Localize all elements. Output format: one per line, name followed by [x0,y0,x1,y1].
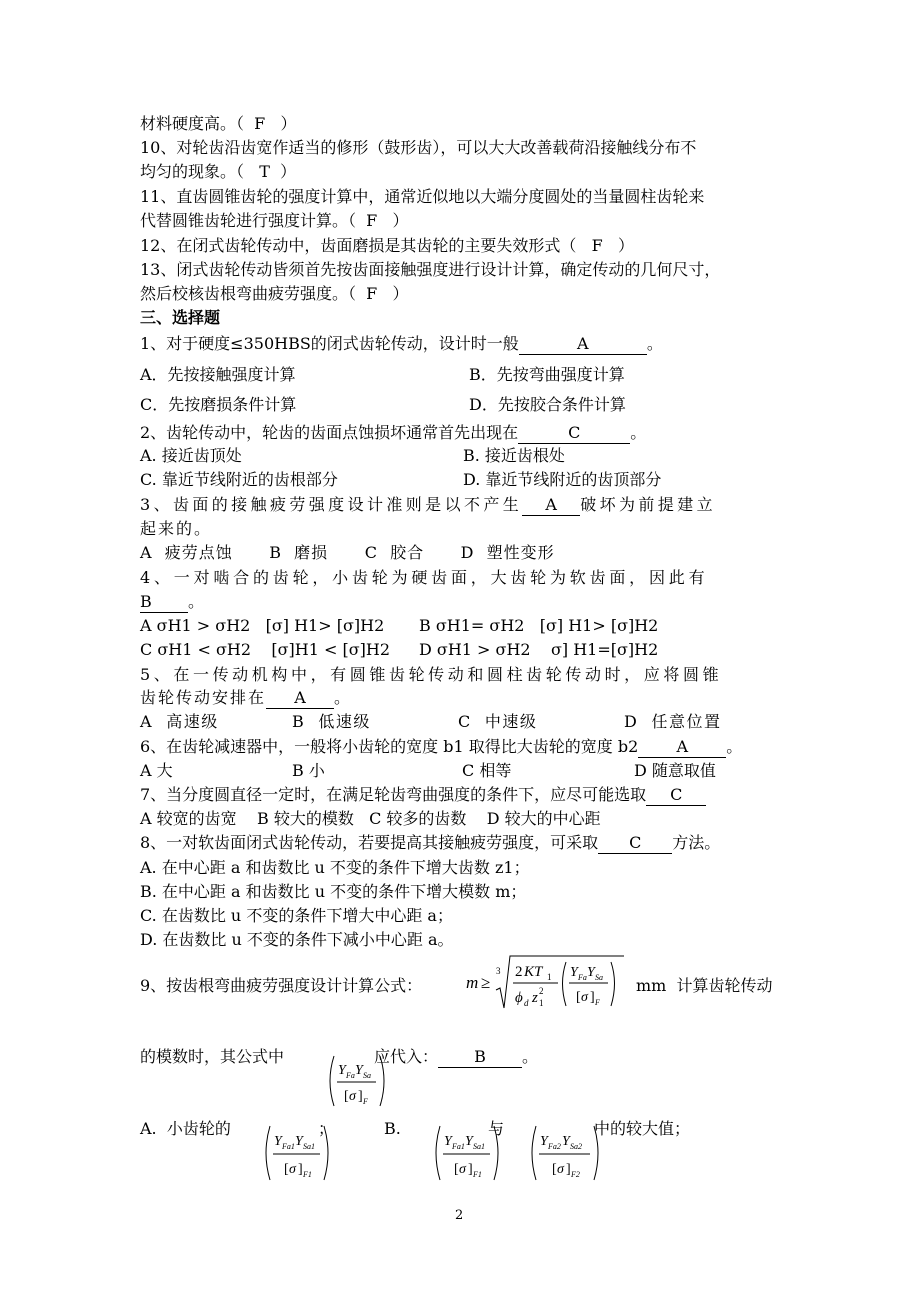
svg-text:Y: Y [562,1134,571,1149]
q9-formula [466,952,626,1014]
svg-text:F: F [363,1097,369,1106]
text-line: 13、闭式齿轮传动皆须首先按齿面接触强度进行设计计算，确定传动的几何尺寸， [140,260,721,279]
q2-option-d: D. 靠近节线附近的齿顶部分 [463,470,662,489]
svg-text:Sa: Sa [595,973,603,982]
svg-text:Sa1: Sa1 [473,1142,486,1151]
svg-text:Fa1: Fa1 [452,1142,466,1151]
q8-end: 方法。 [672,833,721,852]
q5-stem-cont: 齿轮传动安排在 [140,688,267,707]
q5-option-a: A 高速级 [140,712,219,731]
svg-text:3: 3 [496,966,501,976]
text-line: 12、在闭式齿轮传动中，齿面磨损是其齿轮的主要失效形式（ F ） [140,236,634,255]
question-6 [140,735,742,759]
svg-text:ϕ: ϕ [515,990,523,1006]
q1-answer-blank: A [519,334,647,355]
q6-option-c: C 相等 [462,761,512,780]
svg-text:σ: σ [459,1162,467,1177]
q3-answer-blank: A [522,495,580,516]
svg-text:F2: F2 [571,1170,581,1179]
svg-text:]: ] [590,990,595,1005]
svg-text:]: ] [358,1089,364,1104]
text-line: 10、对轮齿沿齿宽作适当的修形（鼓形齿），可以大大改善载荷沿接触线分布不 [140,138,697,157]
question-2 [140,421,646,445]
svg-text:[: [ [344,1089,350,1104]
svg-text:≥: ≥ [481,973,491,992]
q9-unit: mm 计算齿轮传动 [636,976,773,995]
q2-end: 。 [630,423,647,442]
q3-end: 破坏为前提建立 [580,495,716,514]
svg-text:Fa2: Fa2 [548,1142,562,1151]
svg-text:F1: F1 [473,1170,483,1179]
svg-text:Sa2: Sa2 [570,1142,583,1151]
q9-stem: 9、按齿根弯曲疲劳强度设计计算公式： [140,976,423,995]
svg-text:Fa: Fa [346,1071,356,1080]
svg-text:σ: σ [349,1089,357,1104]
svg-text:Y: Y [355,1063,364,1078]
q1-end: 。 [646,334,663,353]
question-3 [140,493,716,517]
svg-text:Y: Y [295,1134,304,1149]
svg-text:2: 2 [515,964,523,980]
svg-text:Fa1: Fa1 [282,1142,296,1151]
svg-text:[: [ [576,990,581,1005]
q4-option-c: C σH1 < σH2 [σ]H1 < [σ]H2 [140,640,391,659]
svg-text:Sa: Sa [363,1071,372,1080]
svg-text:σ: σ [289,1162,297,1177]
q9-option-b: B. [384,1119,401,1138]
q7-stem: 7、当分度圆直径一定时，在满足轮齿弯曲强度的条件下，应尽可能选取 [140,785,647,804]
q7-answer-blank: C [646,785,706,806]
svg-text:]: ] [468,1162,474,1177]
svg-text:Y: Y [570,965,578,980]
q1-option-c: C．先按磨损条件计算 [140,395,297,414]
q1-option-d: D．先按胶合条件计算 [469,395,626,414]
q9-option-b-mid: 与 [488,1119,505,1138]
svg-text:Sa1: Sa1 [303,1142,316,1151]
svg-text:z: z [532,990,538,1006]
q9-answer-blank: B [438,1047,522,1068]
q4-option-b: B σH1= σH2 [σ] H1> [σ]H2 [419,616,659,635]
svg-text:Y: Y [465,1134,474,1149]
text-line: 代替圆锥齿轮进行强度计算。（ F ） [140,211,409,230]
q3-stem: 3、齿面的接触疲劳强度设计准则是以不产生 [140,495,523,514]
svg-text:m: m [466,973,479,992]
q9-formula-graphic [466,952,626,1016]
question-8 [140,831,720,855]
q5-answer-blank: A [266,688,334,709]
q9-option-a-end: ； [318,1119,335,1138]
q9-end: 。 [522,1047,539,1066]
q6-option-b: B 小 [292,761,325,780]
q1-option-b: B．先按弯曲强度计算 [469,365,625,384]
q6-option-d: D 随意取值 [634,761,716,780]
q5-option-d: D 任意位置 [624,712,722,731]
question-1 [140,332,663,356]
q4-end: 。 [188,592,205,611]
q2-option-b: B. 接近齿根处 [463,446,565,465]
text-line: 11、直齿圆锥齿轮的强度计算中，通常近似地以大端分度圆处的当量圆柱齿轮来 [140,187,705,206]
q9-stem-cont2: 应代入： [374,1047,439,1066]
question-7 [140,783,706,807]
svg-text:Y: Y [587,965,595,980]
svg-text:Y: Y [274,1134,283,1149]
q5-end: 。 [334,688,353,707]
q8-stem: 8、一对软齿面闭式齿轮传动，若要提高其接触疲劳强度，可采取 [140,833,599,852]
svg-text:1: 1 [547,972,552,982]
q5-option-c: C 中速级 [458,712,538,731]
q7-options: A 较宽的齿宽 B 较大的模数 C 较多的齿数 D 较大的中心距 [140,809,601,828]
q8-option-c: C. 在齿数比 u 不变的条件下增大中心距 a； [140,906,453,925]
svg-text:[: [ [552,1162,558,1177]
svg-text:F1: F1 [303,1170,313,1179]
svg-text:[: [ [454,1162,460,1177]
page-number: 2 [455,1208,464,1223]
svg-text:KT: KT [524,964,543,980]
svg-text:Y: Y [444,1134,453,1149]
q8-option-b: B. 在中心距 a 和齿数比 u 不变的条件下增大模数 m； [140,882,527,901]
q3-options: A 疲劳点蚀 B 磨损 C 胶合 D 塑性变形 [140,543,555,562]
q1-option-a: A．先按接触强度计算 [140,365,296,384]
q6-stem: 6、在齿轮减速器中，一般将小齿轮的宽度 b1 取得比大齿轮的宽度 b2 [140,737,639,756]
q2-answer-blank: C [518,423,630,444]
text-line: 均匀的现象。（ T ） [140,162,297,181]
q9-option-b-end: 中的较大值； [594,1119,691,1138]
svg-text:1: 1 [539,998,544,1008]
q6-end: 。 [726,737,743,756]
q8-option-d: D. 在齿数比 u 不变的条件下减小中心距 a。 [140,930,454,949]
text-line: 材料硬度高。（ F ） [140,114,297,133]
q4-option-a: A σH1 > σH2 [σ] H1> [σ]H2 [140,616,385,635]
q8-option-a: A. 在中心距 a 和齿数比 u 不变的条件下增大齿数 z1； [140,858,530,877]
q2-stem: 2、齿轮传动中，轮齿的齿面点蚀损坏通常首先出现在 [140,423,519,442]
svg-text:[: [ [284,1162,290,1177]
q1-stem: 1、对于硬度≤350HBS的闭式齿轮传动，设计时一般 [140,334,519,353]
question-5 [140,686,352,710]
q6-answer-blank: A [638,737,726,758]
q4-stem: 4、一对啮合的齿轮，小齿轮为硬齿面，大齿轮为软齿面，因此有 [140,568,709,587]
q4-option-d: D σH1 > σH2 σ] H1=[σ]H2 [419,640,659,659]
svg-text:Y: Y [338,1063,347,1078]
q5-stem: 5、在一传动机构中，有圆锥齿轮传动和圆柱齿轮传动时，应将圆锥 [140,665,723,684]
text-line: 然后校核齿根弯曲疲劳强度。（ F ） [140,284,409,303]
q9-stem-cont: 的模数时，其公式中 [140,1047,285,1066]
q6-option-a: A 大 [140,761,173,780]
q5-option-b: B 低速级 [292,712,371,731]
q2-option-c: C. 靠近节线附近的齿根部分 [140,470,338,489]
svg-text:Fa: Fa [578,973,587,982]
svg-text:d: d [524,998,529,1008]
q9-option-a: A. 小齿轮的 [140,1119,231,1138]
q3-stem-cont: 起来的。 [140,519,213,538]
svg-text:F: F [595,998,600,1007]
section-heading: 三、选择题 [140,308,221,327]
q2-option-a: A. 接近齿顶处 [140,446,242,465]
svg-text:σ: σ [557,1162,565,1177]
svg-text:]: ] [566,1162,572,1177]
svg-text:σ: σ [581,990,588,1005]
q8-answer-blank: C [598,833,672,854]
question-9-blank-line [374,1045,538,1069]
q4-answer-blank: B [140,592,188,613]
svg-text:]: ] [298,1162,304,1177]
question-4-blank-line [140,590,204,614]
svg-text:Y: Y [540,1134,549,1149]
svg-text:2: 2 [539,986,544,996]
